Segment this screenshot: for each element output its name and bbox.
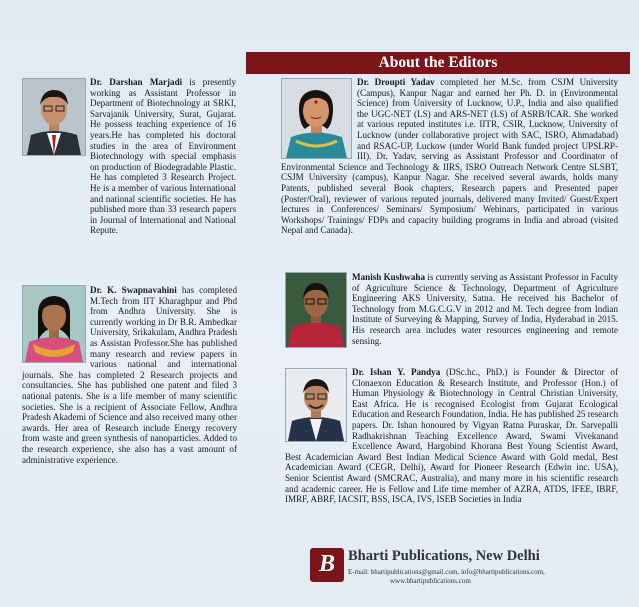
photo-spacer: [281, 77, 357, 157]
publisher-logo: [310, 548, 344, 582]
editor-name-droupti-yadav: Dr. Droupti Yadav: [357, 77, 435, 87]
editor-name-manish-kushwaha: Manish Kushwaha: [352, 272, 426, 282]
publisher-logo-letter: B: [318, 551, 335, 577]
editor-bio-manish-kushwaha: Manish Kushwaha is currently serving as Assistant Professor in Faculty of Agriculture Science & Technology, Department of Agriculture Engineering AKS University, Satna. He received his Bachelor of Technology from M.G.C.G.V in 2012 and M. Tech degree from Indian Institute of Surveying & Mapping, Survey of India, Hyderabad in 2015. His research area includes water resources engineering and remote sensing.: [352, 272, 618, 346]
editor-photo-darshan-marjadi: [22, 78, 86, 156]
photo-spacer: [22, 285, 90, 363]
editor-name-darshan-marjadi: Dr. Darshan Marjadi: [90, 77, 183, 87]
publisher-email: E-mail: bhartipublications@gmail.com, info@bhartipublications.com,: [348, 568, 545, 576]
section-banner: [246, 52, 630, 74]
editor-bio-k-swapnavahini: Dr. K. Swapnavahini has completed M.Tech from IIT Kharaghpur and Phd from Andhra University. She is currently working in Dr B.R. Ambedkar University, Srikakulam, Andhra Pradesh as Assistan Professor.She has published many research and review papers in various national and international journals. She has completed 2 Research projects and consultancies. She has published one patent and filed 3 national patents. She is a life member of many scientific societies. She is a recipient of Associate Fellow, Andhra Pradesh Akademi of Science and also received many other awards. Her area of Research include Energy recovery from waste and green synthesis of nanoparticles. Added to the research experience, she also has a vast amount of administrative experience.: [22, 285, 238, 465]
photo-spacer: [285, 367, 352, 442]
section-title: About the Editors: [378, 54, 498, 71]
publisher-name: Bharti Publications, New Delhi: [348, 548, 540, 564]
editor-name-ishan-pandya: Dr. Ishan Y. Pandya: [352, 367, 441, 377]
publisher-block: [310, 548, 610, 598]
editor-name-k-swapnavahini: Dr. K. Swapnavahini: [90, 285, 177, 295]
editor-photo-manish-kushwaha: [285, 272, 347, 348]
editor-bio-ishan-pandya: Dr. Ishan Y. Pandya (DSc.hc., PhD.) is Founder & Director of Clonaexon Education & Research Institute, and Professor (Hon.) of Human Physiology & Biotechnology in Central Christian University, East Africa. He is recognised Ecologist from Gujarat Ecological Education and Research Foundation, India. He has published 25 research papers. Dr. Ishan honoured by Vigyan Ratna Puraskar, Dr. Sarvepalli Radhakrishnan Teaching Excellence Award, Swami Vivekanand Excellence Award, Hargobind Khorana Best Young Scientist Award, Best Academician Award Best Indian Medical Science Award with Gold medal, Best Academician Award (CEGR, Delhi), Award for Pioneer Research (Edwin inc. USA), Senior Scientist Award (SMCRAC, Australia), and many more in his scientific research and academic career. He is Fellow and Life time member of AZRA, ATDS, IFEE, IBRF, IMRF, ABRF, IACSIT, BSS, ISCA, IVS, ISEB Societies in India: [285, 367, 618, 505]
editor-bio-darshan-marjadi: Dr. Darshan Marjadi is presently working as Assistant Professor in Department of Biotechnology at SRKI, Sarvajanik University, Surat, Gujarat. He possess teaching experience of 16 years.He has completed his doctoral studies in the area of Environment Biotechnology with special emphasis on production of Biodegradable Plastic. He has completed 3 Research Project. He is a member of various International and national scientific societies. He has published more than 33 research papers in Journal of International and National Repute.: [90, 77, 236, 236]
publisher-website: www.bhartipublications.com: [390, 577, 471, 585]
editor-bio-droupti-yadav: Dr. Droupti Yadav completed her M.Sc. from CSJM University (Campus), Kanpur Nagar and earned her Ph. D. in (Environmental Science) from University of Lucknow, U.P., India and also qualified the UGC-NET (LS) and ARS-NET (LS) of ASRB/ICAR. She worked at various reputed institutes i.e. IITR, CSIR, Lucknow, University of Lucknow (under collaborative project with SAC, ISRO, Ahmadabad) and RSAC-UP, Luckow (under World Bank funded project UPSLRP-III). Dr. Yadav, serving as Assistant Professor and Coordinator of Environmental Science and Technology & IIRS, ISRO Outreach Network Centre SLSBT, CSJM University (campus), Kanpur Nagar. She received several awards, holds many Patents, published several Book chapters, Research papers and Presented paper (Poster/Oral), reviewer of various reputed journals, delivered many Invited/ Guest/Expert lectures in Conferences/ Seminars/ Symposium/ Webinars, participated in various Workshops/ Trainings/ FDPs and capacity building programs in India and abroad (visited Nepal and Canada).: [281, 77, 618, 236]
